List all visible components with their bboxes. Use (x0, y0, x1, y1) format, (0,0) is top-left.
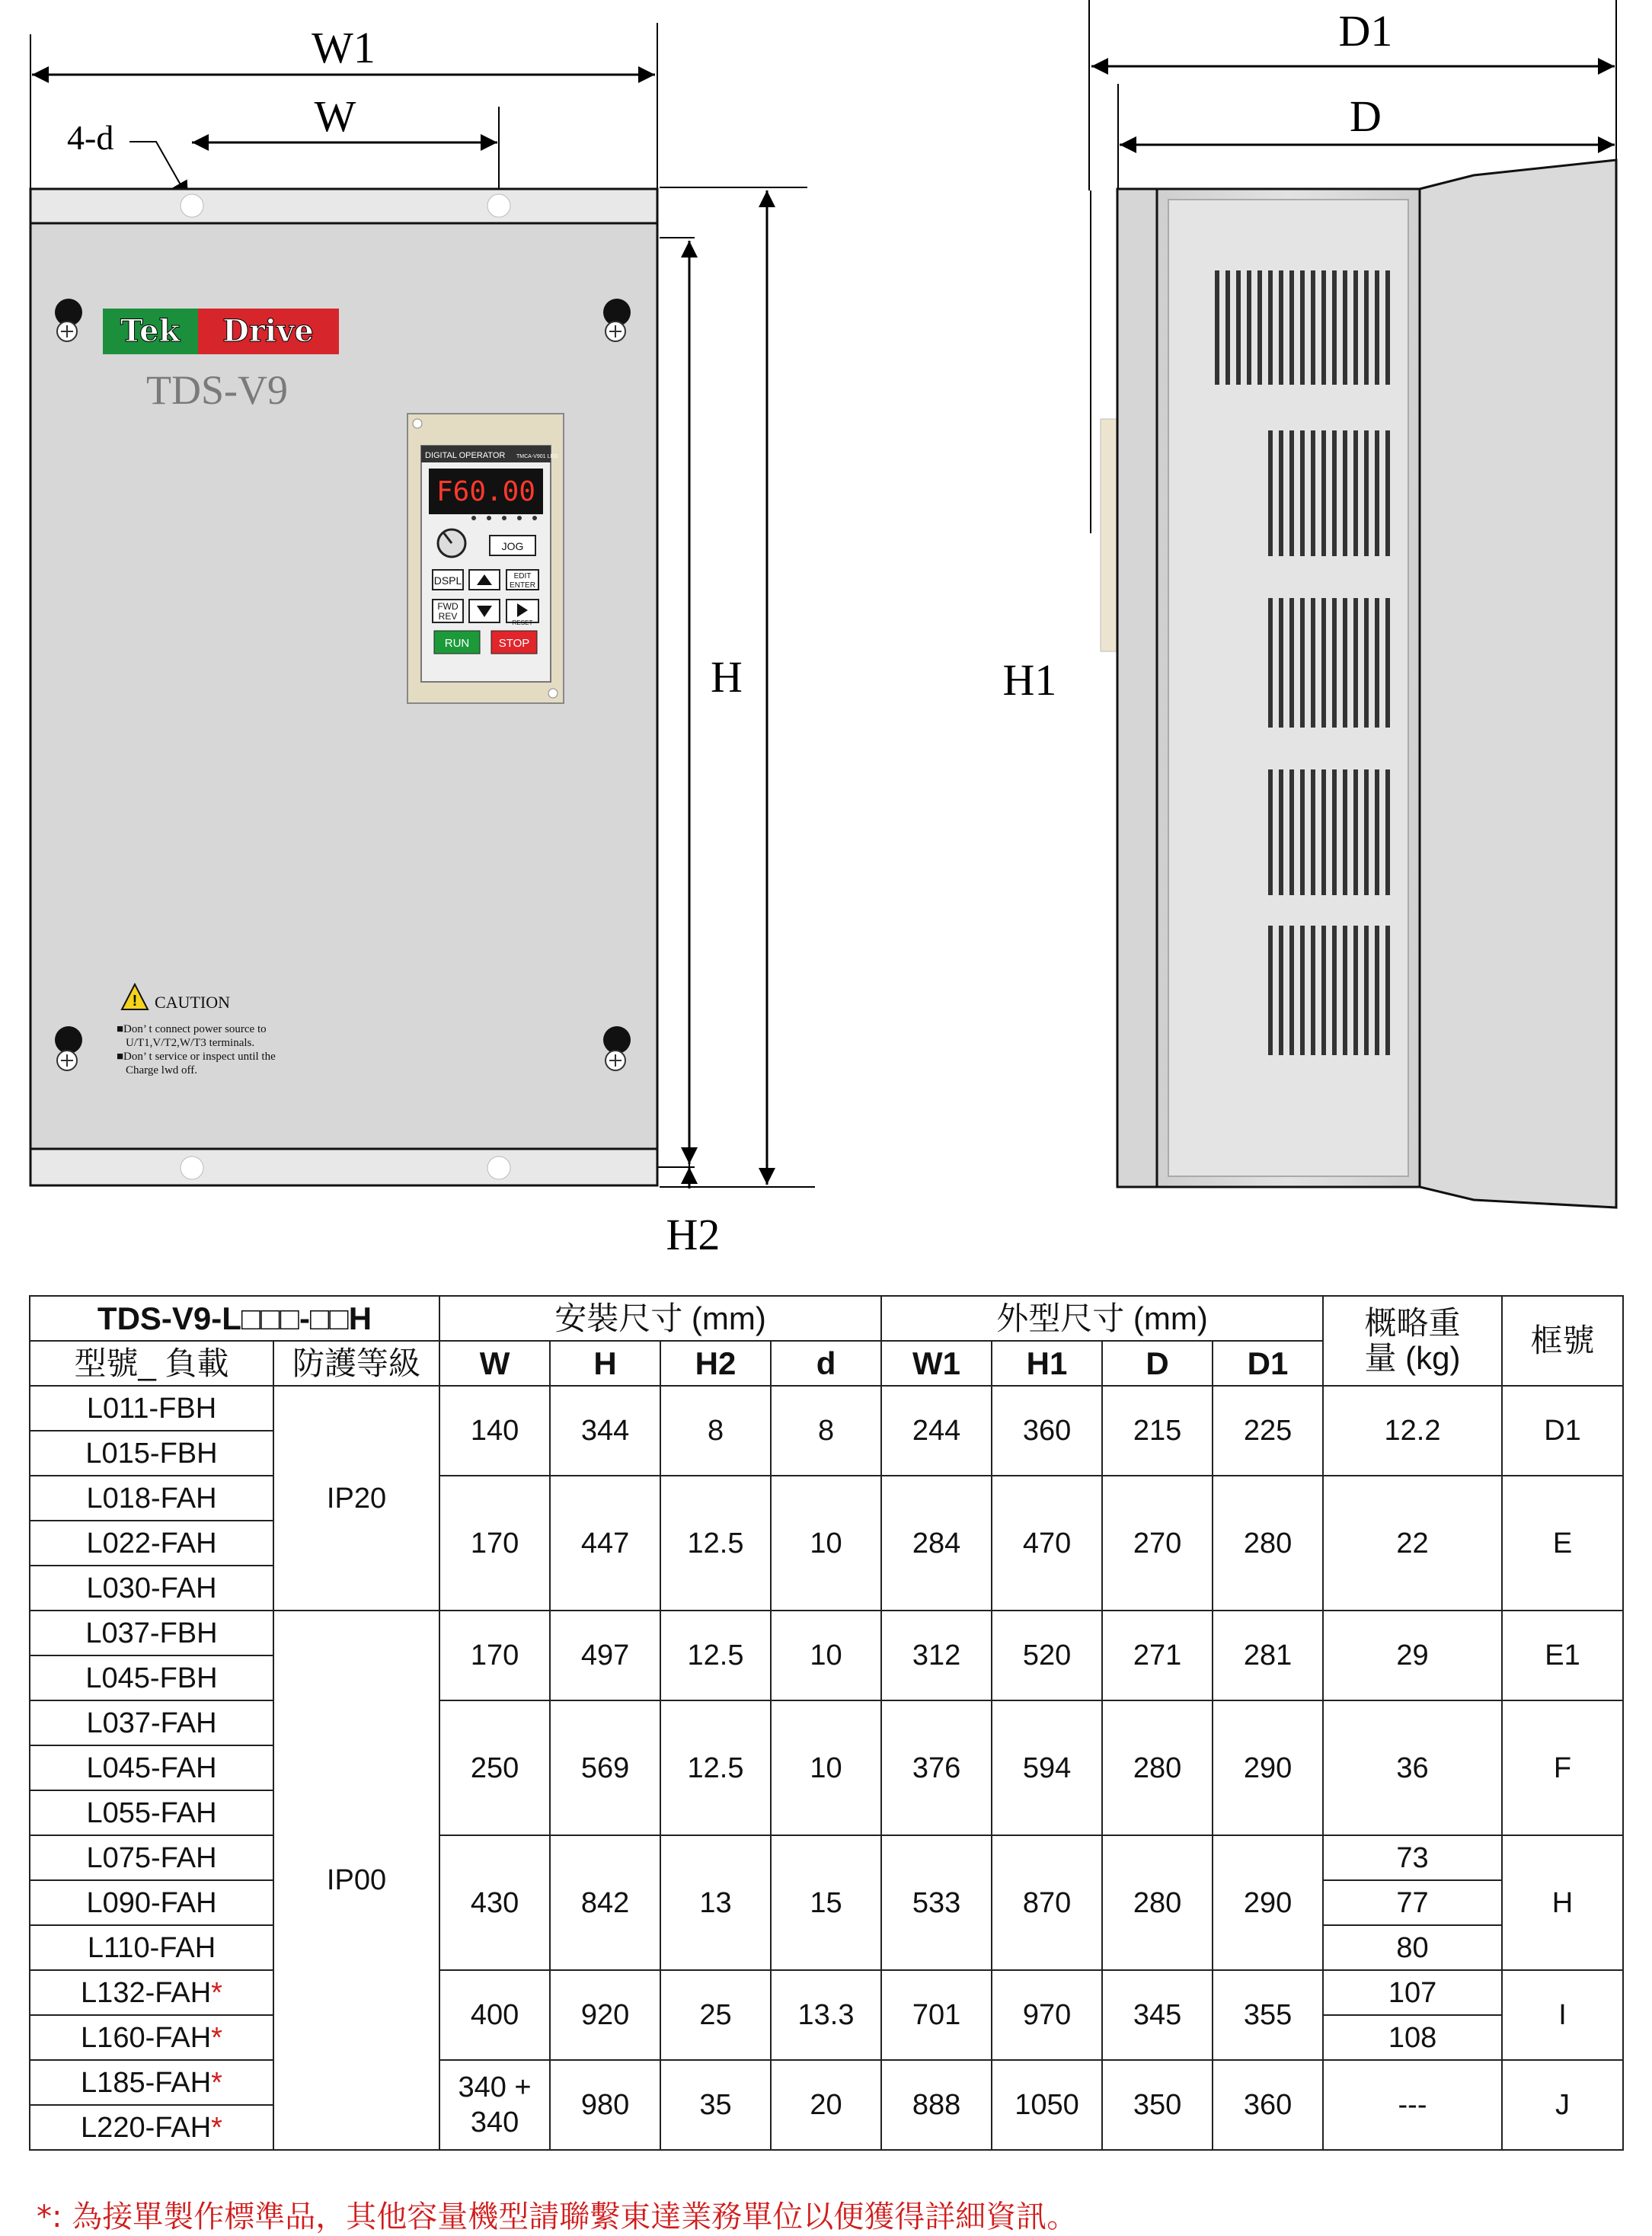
svg-text:U/T1,V/T2,W/T3 terminals.: U/T1,V/T2,W/T3 terminals. (126, 1037, 255, 1049)
col-h2-header: H2 (660, 1341, 771, 1386)
table-row: L110-FAH 80 (30, 1925, 1623, 1970)
svg-text:■Don’ t connect power source t: ■Don’ t connect power source to (117, 1023, 267, 1035)
stop-key: STOP (498, 637, 530, 650)
weight-header: 概略重 量 (kg) (1323, 1296, 1502, 1386)
svg-text:DIGITAL OPERATOR: DIGITAL OPERATOR (425, 451, 506, 460)
h-label: H (711, 652, 743, 702)
table-row: L037-FBH IP00 170 497 12.5 10 312 520 271 281 29 E1 (30, 1611, 1623, 1655)
svg-text:Charge lwd off.: Charge lwd off. (126, 1064, 198, 1076)
jog-key: JOG (501, 540, 524, 552)
table-row: L132-FAH* 400 920 25 13.3 701 970 345 355 107 I (30, 1970, 1623, 2015)
ip-header: 防護等級 (273, 1341, 439, 1386)
table-row: L090-FAH 77 (30, 1880, 1623, 1925)
model-cell: L075-FAH (30, 1835, 273, 1880)
svg-text:ENTER: ENTER (510, 581, 535, 590)
svg-text:TMCA-V901 LED: TMCA-V901 LED (516, 454, 558, 459)
model-cell: L160-FAH* (30, 2015, 273, 2060)
col-dd-header: D (1102, 1341, 1213, 1386)
model-cell: L045-FAH (30, 1745, 273, 1790)
svg-text:REV: REV (438, 611, 458, 622)
model-cell: L185-FAH* (30, 2060, 273, 2105)
model-cell: L018-FAH (30, 1476, 273, 1521)
footnote: *: 為接單製作標準品，其他容量機型請聯繫東達業務單位以便獲得詳細資訊。 (37, 2199, 1078, 2234)
model-cell: L022-FAH (30, 1521, 273, 1566)
table-row: L075-FAH 430 842 13 15 533 870 280 290 73 H (30, 1835, 1623, 1880)
model-cell: L220-FAH* (30, 2105, 273, 2150)
ip-cell: IP20 (273, 1386, 439, 1611)
model-cell: L110-FAH (30, 1925, 273, 1970)
table-row: L018-FAH 170 447 12.5 10 284 470 270 280 22 E (30, 1476, 1623, 1521)
table-row: L011-FBH IP20 140 344 8 8 244 360 215 225 12.2 D1 (30, 1386, 1623, 1431)
table-row: L037-FAH 250 569 12.5 10 376 594 280 290 36 F (30, 1700, 1623, 1745)
frame-header: 框號 (1502, 1296, 1623, 1386)
fwd-rev-key: FWD (437, 601, 459, 612)
model-cell: L132-FAH* (30, 1970, 273, 2015)
model-cell: L037-FBH (30, 1611, 273, 1655)
dimension-spec-table (29, 1295, 1624, 2151)
col-w-header: W (439, 1341, 550, 1386)
col-w1-header: W1 (881, 1341, 992, 1386)
col-d-header: d (771, 1341, 881, 1386)
side-view (1003, 0, 1616, 1208)
model-cell: L045-FBH (30, 1655, 273, 1700)
front-view (30, 23, 815, 1259)
mount-dim-header: 安裝尺寸 (mm) (439, 1296, 881, 1341)
ip-cell: IP00 (273, 1611, 439, 2150)
edit-key: EDIT (513, 572, 532, 581)
model-cell: L030-FAH (30, 1566, 273, 1611)
series-header: TDS-V9-L□□□-□□H (30, 1296, 439, 1341)
table-row: L160-FAH* 108 (30, 2015, 1623, 2060)
d-label: D (1350, 91, 1382, 141)
model-name: TDS-V9 (146, 367, 288, 413)
svg-text:Drive: Drive (222, 313, 314, 349)
four-d-label: 4-d (67, 118, 114, 157)
digital-operator-keypad (407, 414, 564, 703)
h1-label: H1 (1002, 655, 1057, 705)
table-header-row (30, 1296, 1623, 1341)
model-cell: L037-FAH (30, 1700, 273, 1745)
model-cell: L011-FBH (30, 1386, 273, 1431)
keypad-display: F60.00 (436, 476, 536, 507)
model-header: 型號_ 負載 (30, 1341, 273, 1386)
model-cell: L055-FAH (30, 1790, 273, 1835)
w1-label: W1 (312, 23, 375, 72)
brand-logo (103, 309, 339, 354)
svg-text:CAUTION: CAUTION (155, 993, 230, 1012)
outline-dim-header: 外型尺寸 (mm) (881, 1296, 1323, 1341)
svg-text:RESET: RESET (512, 619, 533, 626)
model-cell: L015-FBH (30, 1431, 273, 1476)
run-key: RUN (444, 637, 470, 650)
svg-text:■Don’ t service or inspect unt: ■Don’ t service or inspect until the (117, 1051, 276, 1063)
col-h-header: H (550, 1341, 660, 1386)
svg-text:!: ! (132, 993, 138, 1009)
d1-label: D1 (1338, 6, 1393, 56)
h2-label: H2 (666, 1210, 721, 1259)
svg-text:Tek: Tek (120, 313, 181, 349)
model-cell: L090-FAH (30, 1880, 273, 1925)
w-label: W (314, 91, 356, 141)
col-h1-header: H1 (992, 1341, 1102, 1386)
table-row: L185-FAH* 340 + 340 980 35 20 888 1050 350 360 --- J (30, 2060, 1623, 2105)
dspl-key: DSPL (433, 574, 462, 587)
col-d1-header: D1 (1213, 1341, 1323, 1386)
